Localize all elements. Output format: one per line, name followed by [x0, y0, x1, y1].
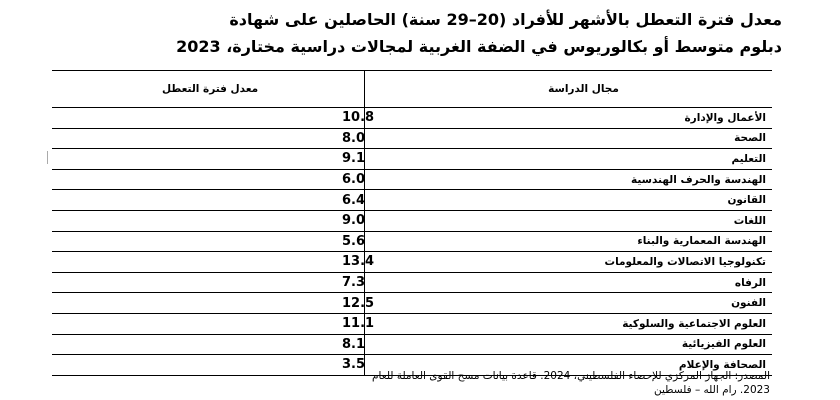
- field-of-study-cell: الرفاه: [365, 272, 773, 293]
- field-of-study-cell: الهندسة المعمارية والبناء: [365, 231, 773, 252]
- table-row: [52, 252, 772, 273]
- field-of-study-cell: الهندسة والحرف الهندسية: [365, 169, 773, 190]
- duration-value-cell: 10.8: [52, 108, 365, 129]
- header-average-duration: معدل فترة التعطل: [52, 71, 365, 108]
- duration-value-cell: 9.0: [52, 210, 365, 231]
- field-of-study-cell: التعليم: [365, 149, 773, 170]
- duration-value-cell: 8.1: [52, 334, 365, 355]
- field-of-study-cell: القانون: [365, 190, 773, 211]
- table-row: [52, 210, 772, 231]
- table-row: [52, 169, 772, 190]
- duration-value-cell: 9.1: [52, 149, 365, 170]
- duration-value-cell: 3.5: [52, 355, 365, 376]
- source-line-2: 2023. رام الله – فلسطين: [653, 384, 770, 396]
- document-title: [22, 6, 782, 60]
- table-row: [52, 313, 772, 334]
- table-row: [52, 293, 772, 314]
- duration-value-cell: 12.5: [52, 293, 365, 314]
- table-body: [52, 108, 772, 376]
- field-of-study-cell: العلوم الاجتماعية والسلوكية: [365, 313, 773, 334]
- duration-value-cell: 13.4: [52, 252, 365, 273]
- field-of-study-cell: الأعمال والإدارة: [365, 108, 773, 129]
- table-header-row: [52, 71, 772, 108]
- duration-value-cell: 6.0: [52, 169, 365, 190]
- source-note: [250, 369, 770, 397]
- source-line-1: المصدر: الجهاز المركزي للإحصاء الفلسطيني، 2024. قاعدة بيانات مسح القوى العاملة للعام: [372, 370, 770, 382]
- duration-value-cell: 11.1: [52, 313, 365, 334]
- table-row: [52, 108, 772, 129]
- table-row: [52, 334, 772, 355]
- title-line-2: دبلوم متوسط أو بكالوريوس في الضفة الغربية لمجالات دراسية مختارة، 2023: [176, 37, 782, 56]
- field-of-study-cell: تكنولوجيا الاتصالات والمعلومات: [365, 252, 773, 273]
- title-line-1: معدل فترة التعطل بالأشهر للأفراد (20–29 سنة) الحاصلين على شهادة: [229, 10, 782, 29]
- unemployment-duration-table: [52, 70, 772, 376]
- left-margin-mark: [47, 151, 48, 164]
- table-row: [52, 231, 772, 252]
- table-row: [52, 128, 772, 149]
- duration-value-cell: 7.3: [52, 272, 365, 293]
- field-of-study-cell: الصحافة والإعلام: [365, 355, 773, 376]
- field-of-study-cell: الصحة: [365, 128, 773, 149]
- table-row: [52, 149, 772, 170]
- duration-value-cell: 6.4: [52, 190, 365, 211]
- table-row: [52, 272, 772, 293]
- header-field-of-study: مجال الدراسة: [365, 71, 773, 108]
- field-of-study-cell: اللغات: [365, 210, 773, 231]
- duration-value-cell: 8.0: [52, 128, 365, 149]
- table-row: [52, 190, 772, 211]
- field-of-study-cell: العلوم الفيزيائية: [365, 334, 773, 355]
- duration-value-cell: 5.6: [52, 231, 365, 252]
- field-of-study-cell: الفنون: [365, 293, 773, 314]
